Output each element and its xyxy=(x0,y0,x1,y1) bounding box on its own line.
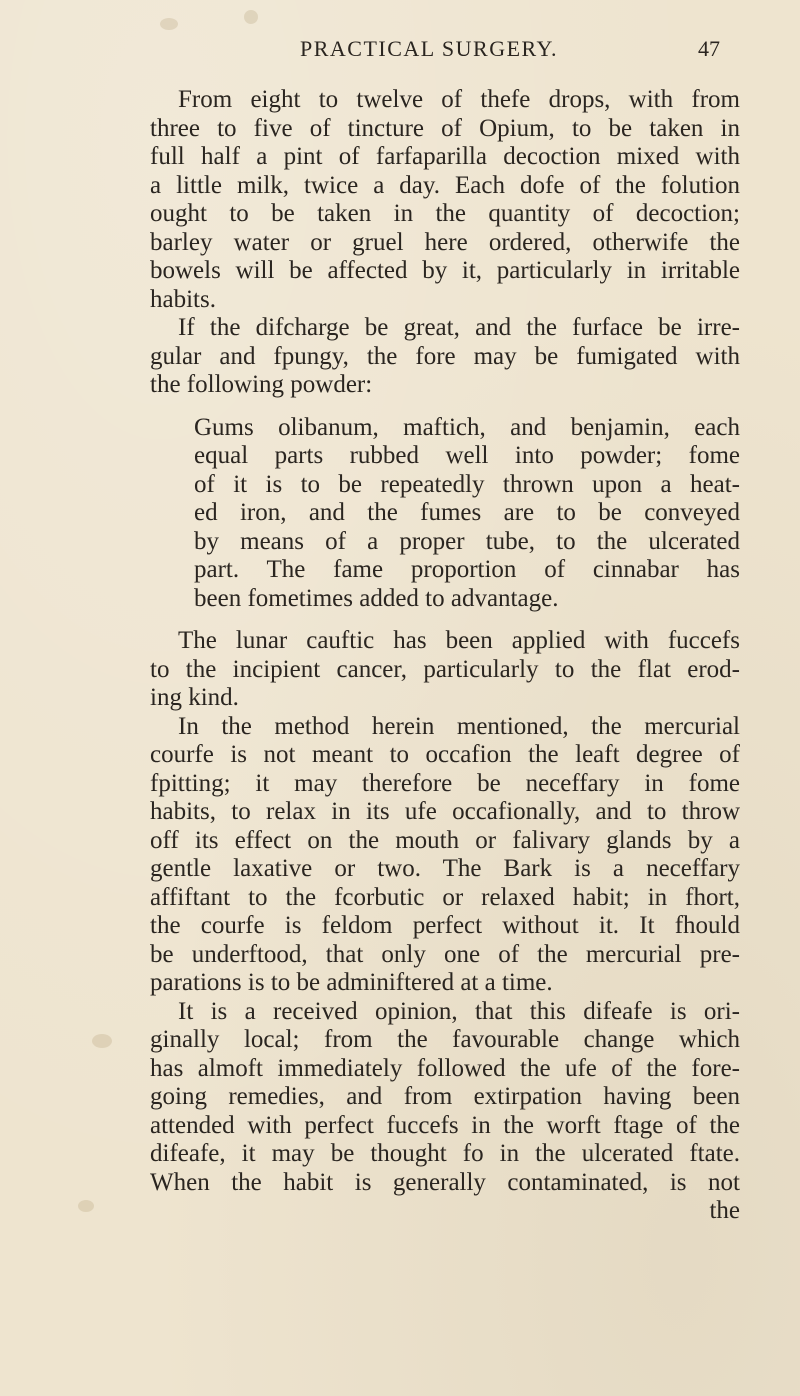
text-line: difeafe, it may be thought fo in the ulcerated ftate. xyxy=(150,1140,740,1167)
body-text xyxy=(150,86,740,1226)
text-line: going remedies, and from extirpation having been xyxy=(150,1083,740,1110)
text-line: gentle laxative or two. The Bark is a neceffary xyxy=(150,855,740,882)
formula-line: ed iron, and the fumes are to be conveyed xyxy=(194,499,740,526)
text-line: bowels will be affected by it, particularly in irritable xyxy=(150,257,740,284)
text-line: the following powder: xyxy=(150,371,373,398)
text-line: The lunar cauftic has been applied with fuccefs xyxy=(178,627,740,654)
page-number: 47 xyxy=(698,36,720,61)
text-line: be underftood, that only one of the mercurial pre- xyxy=(150,940,740,968)
text-line: affiftant to the fcorbutic or relaxed habit; in fhort, xyxy=(150,883,740,911)
running-title: PRACTICAL SURGERY. xyxy=(300,36,559,61)
text-line: parations is to be adminiftered at a time. xyxy=(150,969,553,996)
text-line: attended with perfect fuccefs in the worft ftage of the xyxy=(150,1111,740,1139)
text-line: fpitting; it may therefore be neceffary in fome xyxy=(150,769,740,797)
formula-line: equal parts rubbed well into powder; fome xyxy=(194,442,740,469)
formula-line: by means of a proper tube, to the ulcerated xyxy=(194,527,740,555)
text-line: When the habit is generally contaminated, is not xyxy=(150,1168,740,1196)
text-line: It is a received opinion, that this difeafe is ori- xyxy=(178,997,740,1025)
text-line: If the difcharge be great, and the furface be irre- xyxy=(178,314,740,341)
text-line: ginally local; from the favourable change which xyxy=(150,1026,740,1053)
text-line: has almoft immediately followed the ufe of the fore- xyxy=(150,1054,740,1082)
text-line: to the incipient cancer, particularly to the flat erod- xyxy=(150,655,740,683)
text-line: off its effect on the mouth or falivary glands by a xyxy=(150,826,740,854)
text-line: ought to be taken in the quantity of decoction; xyxy=(150,200,740,227)
text-line: the courfe is feldom perfect without it. It fhould xyxy=(150,912,740,939)
text-line: courfe is not meant to occafion the leaft degree of xyxy=(150,741,740,768)
text-line: a little milk, twice a day. Each dofe of the folution xyxy=(150,171,740,199)
text-line: ing kind. xyxy=(150,684,239,711)
paper-stain xyxy=(244,10,258,24)
formula-line: of it is to be repeatedly thrown upon a heat- xyxy=(194,470,740,498)
page-header xyxy=(300,36,740,66)
text-line: gular and fpungy, the fore may be fumigated with xyxy=(150,342,740,370)
text-line: three to five of tincture of Opium, to be taken in xyxy=(150,114,740,142)
text-line: In the method herein mentioned, the mercurial xyxy=(178,712,740,740)
text-line: habits, to relax in its ufe occafionally, and to throw xyxy=(150,798,740,825)
formula-line: been fometimes added to advantage. xyxy=(194,584,559,612)
text-line: habits. xyxy=(150,285,216,313)
text-line: barley water or gruel here ordered, otherwife the xyxy=(150,228,740,256)
text-line: full half a pint of farfaparilla decoction mixed with xyxy=(150,143,740,170)
formula-line: part. The fame proportion of cinnabar has xyxy=(194,556,740,583)
paper-stain xyxy=(160,18,178,30)
paper-stain xyxy=(92,1034,112,1048)
catchword: the xyxy=(709,1197,740,1224)
paper-stain xyxy=(78,1200,94,1212)
text-line: From eight to twelve of thefe drops, with from xyxy=(178,86,740,113)
formula-line: Gums olibanum, maftich, and benjamin, each xyxy=(194,413,740,441)
